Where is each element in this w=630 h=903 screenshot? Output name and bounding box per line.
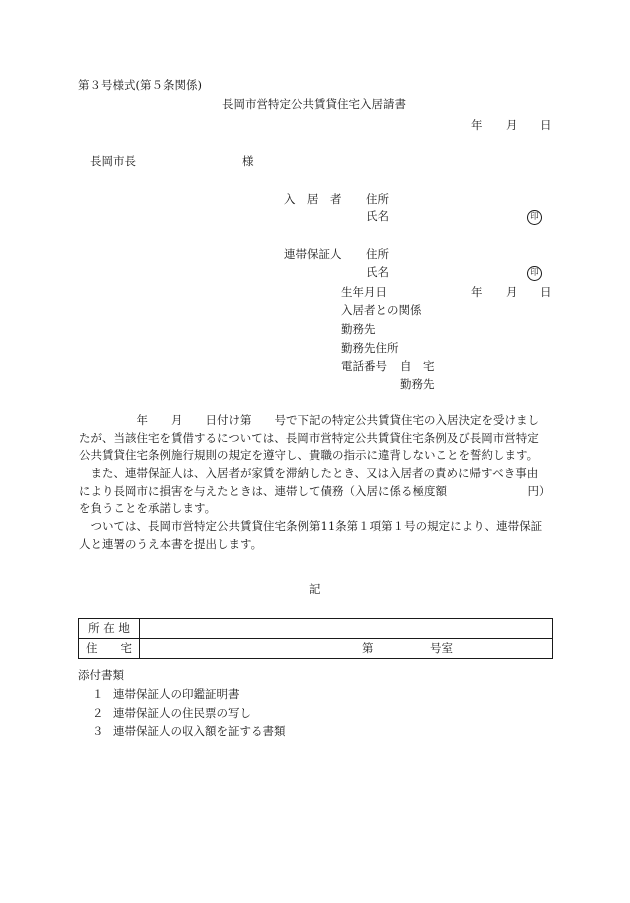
paragraph-submission <box>79 518 557 553</box>
date-year: 年 <box>471 118 483 132</box>
paragraph-line: 人と連署のうえ本書を提出します。 <box>79 536 263 551</box>
addressee-name: 長岡市長 <box>90 154 136 168</box>
attachment-number: ３ <box>92 724 104 738</box>
house-value-field[interactable] <box>140 639 553 659</box>
guarantor-birth-label: 生年月日 <box>341 285 387 299</box>
guarantor-name-label: 氏名 <box>366 265 389 279</box>
guarantor-address-label: 住所 <box>366 247 389 261</box>
house-label-text: 住 宅 <box>86 640 132 655</box>
table-row <box>79 619 553 639</box>
attachments-heading: 添付書類 <box>78 668 124 682</box>
guarantor-label: 連帯保証人 <box>284 247 342 261</box>
guarantor-seal-icon: 印 <box>527 266 542 281</box>
paragraph-line: たが、当該住宅を賃借するについては、長岡市営特定公共賃貸住宅条例及び長岡市営特定 <box>79 430 539 445</box>
guarantor-birth-day: 日 <box>540 285 552 299</box>
table-row <box>79 639 553 659</box>
paragraph-pledge <box>79 412 557 465</box>
room-number-prefix: 第 <box>362 641 374 655</box>
attachment-number: ２ <box>92 706 104 720</box>
guarantor-phone-work: 勤務先 <box>400 377 435 391</box>
attachment-item: 連帯保証人の収入額を証する書類 <box>113 724 286 738</box>
date-day: 日 <box>540 118 552 132</box>
attachment-number: １ <box>92 687 104 701</box>
guarantor-relation-label: 入居者との関係 <box>341 303 422 317</box>
guarantor-birth-year: 年 <box>471 285 483 299</box>
paragraph-line: ついては、長岡市営特定公共賃貸住宅条例第11条第１項第１号の規定により、連帯保証 <box>79 519 543 533</box>
form-number: 第３号様式(第５条関係) <box>78 78 202 92</box>
guarantor-birth-month: 月 <box>506 285 518 299</box>
tenant-label: 入 居 者 <box>284 192 342 206</box>
property-table <box>78 618 553 659</box>
paragraph-line: を負うことを承諾します。 <box>79 501 217 515</box>
guarantor-workplace-address-label: 勤務先住所 <box>341 341 399 355</box>
guarantor-phone-home: 自 宅 <box>400 359 435 373</box>
paragraph-guarantee <box>79 465 557 518</box>
date-month: 月 <box>506 118 518 132</box>
paragraph-line: また、連帯保証人は、入居者が家賃を滞納したとき、又は入居者の責めに帰すべき事由 <box>79 466 539 480</box>
location-label: 所 在 地 <box>79 619 140 639</box>
tenant-seal-icon: 印 <box>527 210 542 225</box>
tenant-address-label: 住所 <box>366 192 389 206</box>
tenant-name-label: 氏名 <box>366 209 389 223</box>
house-label <box>79 639 140 659</box>
ki-heading: 記 <box>309 582 321 596</box>
attachment-item: 連帯保証人の住民票の写し <box>113 706 251 720</box>
paragraph-line: により長岡市に損害を与えたときは、連帯して債務（入居に係る極度額 円） <box>79 483 551 498</box>
location-value-field[interactable] <box>140 619 553 639</box>
guarantor-phone-label: 電話番号 <box>341 359 387 373</box>
room-number-suffix: 号室 <box>430 641 453 655</box>
addressee-honorific: 様 <box>242 154 254 168</box>
paragraph-line: 公共賃貸住宅条例施行規則の規定を遵守し、貴職の指示に違背しないことを誓約します。 <box>79 448 539 462</box>
attachment-item: 連帯保証人の印鑑証明書 <box>113 687 240 701</box>
guarantor-workplace-label: 勤務先 <box>341 322 376 336</box>
document-title: 長岡市営特定公共賃貸住宅入居請書 <box>222 97 406 111</box>
paragraph-line: 年 月 日付け第 号で下記の特定公共賃貸住宅の入居決定を受けまし <box>79 413 539 427</box>
